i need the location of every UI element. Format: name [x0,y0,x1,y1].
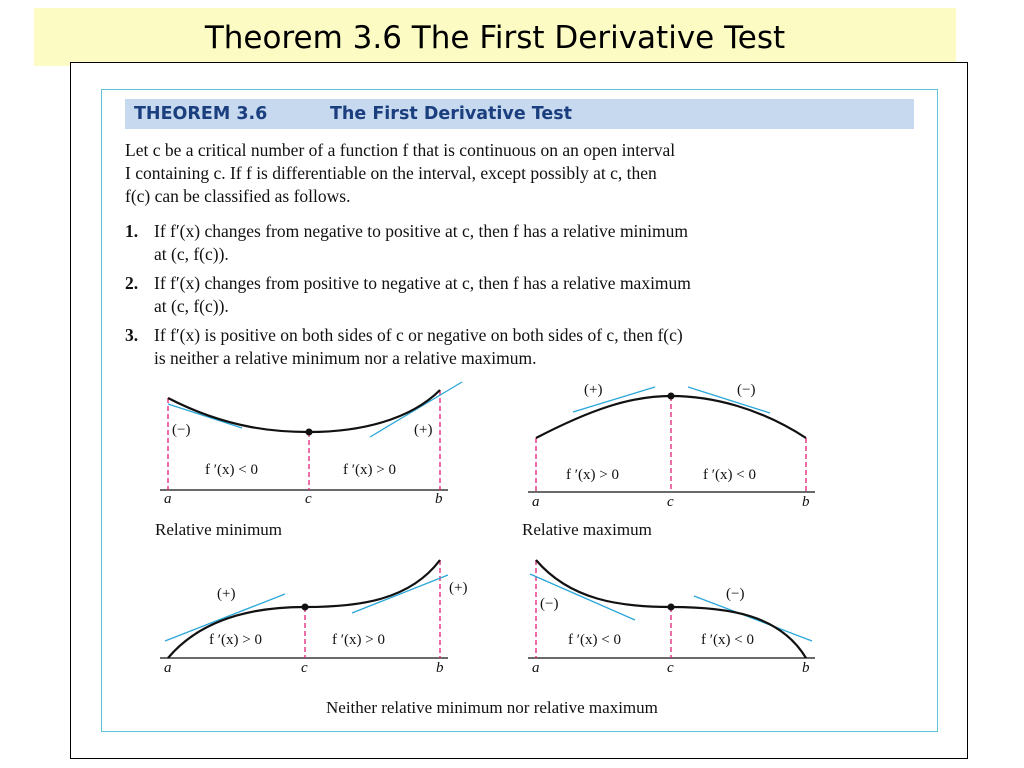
region-right: f ′(x) < 0 [703,467,756,483]
axis-label-a: a [164,660,172,676]
item-1-line-1: If f′(x) changes from negative to positive at c, then f has a relative minimum [154,221,688,241]
item-3-line-1: If f′(x) is positive on both sides of c or negative on both sides of c, then f(c) [154,325,683,345]
sign-right: (−) [737,382,756,398]
region-left: f ′(x) > 0 [566,467,619,483]
sign-right: (+) [449,580,468,596]
sign-left: (−) [540,596,559,612]
axis-label-b: b [802,660,810,676]
critical-point [306,429,313,436]
sign-left: (+) [217,586,236,602]
axis-label-b: b [435,491,443,507]
caption-relative-minimum: Relative minimum [155,520,283,539]
sign-right: (−) [726,586,745,602]
figure-neither-decreasing [528,560,815,676]
caption-relative-maximum: Relative maximum [522,520,652,539]
item-2-line-2: at (c, f(c)). [154,296,229,316]
caption-neither: Neither relative minimum nor relative maximum [326,698,658,717]
intro-line-2: I containing c. If f is differentiable on the interval, except possibly at c, then [125,163,657,183]
sign-left: (+) [584,382,603,398]
curve [168,390,440,432]
tangent-line-right [688,387,770,413]
axis-label-a: a [164,491,172,507]
axis-label-c: c [301,660,308,676]
item-1-line-2: at (c, f(c)). [154,244,229,264]
theorem-name: The First Derivative Test [330,104,573,124]
axis-label-c: c [305,491,312,507]
axis-label-c: c [667,494,674,510]
axis-label-a: a [532,494,540,510]
figure-neither-increasing [160,560,467,676]
axis-label-c: c [667,660,674,676]
tangent-line-right [352,575,448,613]
item-2-line-1: If f′(x) changes from positive to negative at c, then f has a relative maximum [154,273,691,293]
region-left: f ′(x) > 0 [209,632,262,648]
region-right: f ′(x) > 0 [332,632,385,648]
theorem-number: THEOREM 3.6 [134,104,268,124]
item-2-number: 2. [125,273,139,293]
figure-relative-maximum [522,382,815,539]
sign-left: (−) [172,422,191,438]
item-1-number: 1. [125,221,139,241]
item-3-line-2: is neither a relative minimum nor a relative maximum. [154,348,537,368]
axis-label-b: b [436,660,444,676]
region-left: f ′(x) < 0 [205,462,258,478]
critical-point [302,604,309,611]
figure-relative-minimum [155,382,462,539]
region-right: f ′(x) < 0 [701,632,754,648]
item-3-number: 3. [125,325,139,345]
intro-line-1: Let c be a critical number of a function f that is continuous on an open interval [125,140,676,160]
critical-point [668,393,675,400]
intro-line-3: f(c) can be classified as follows. [125,186,351,206]
region-left: f ′(x) < 0 [568,632,621,648]
critical-point [668,604,675,611]
axis-label-b: b [802,494,810,510]
axis-label-a: a [532,660,540,676]
region-right: f ′(x) > 0 [343,462,396,478]
slide-title: Theorem 3.6 The First Derivative Test [204,20,786,56]
sign-right: (+) [414,422,433,438]
